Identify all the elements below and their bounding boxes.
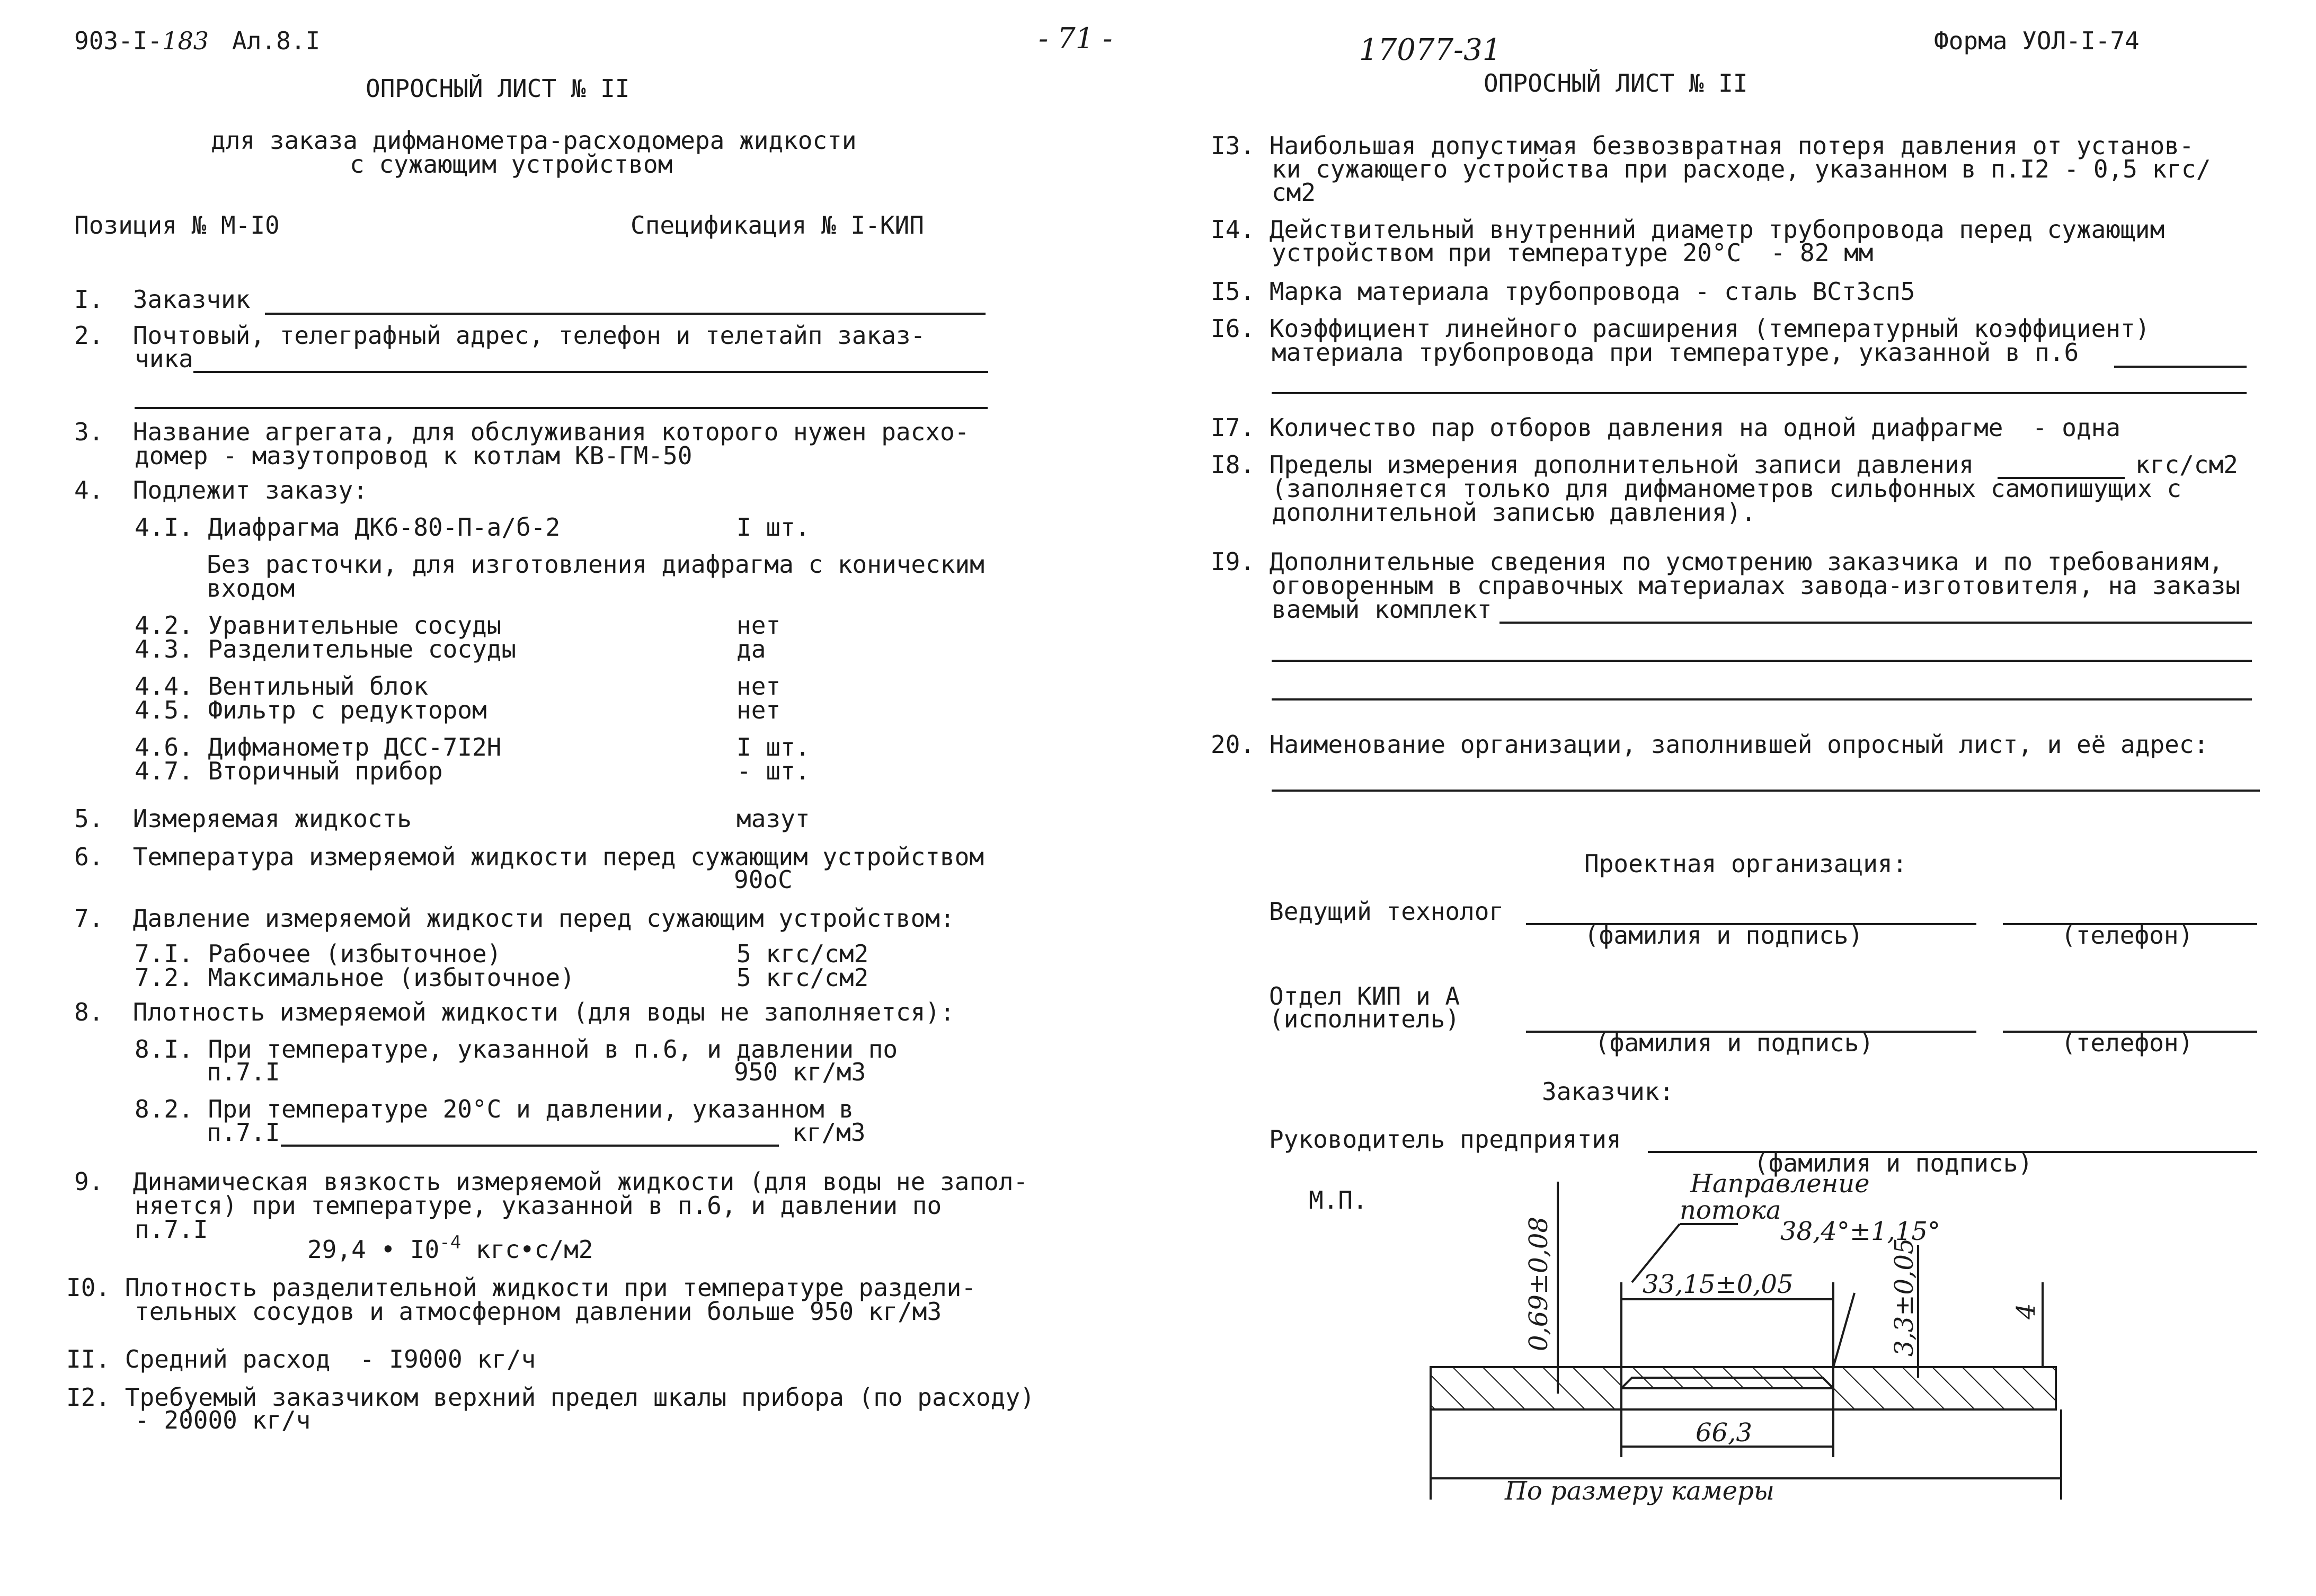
flow-direction-text: Направление (1690, 1169, 1870, 1199)
item-13-line2: ки сужающего устройства при расходе, указанном в п.I2 - 0,5 кгс/ (1272, 155, 2211, 183)
item-19-blank-3 (1272, 698, 2252, 701)
item-9-value: 29,4 • $I0^{-4}$ кгс•с/м2 (307, 1232, 593, 1264)
handwritten-stamp: 17077-31 (1359, 33, 1502, 67)
item-4-5-label: 4.5. Фильтр с редуктором (135, 696, 487, 724)
flow-direction-text-2: потока (1680, 1195, 1781, 1225)
item-4-3-value: да (736, 635, 766, 663)
item-18-line3: дополнительной записью давления). (1272, 498, 1756, 527)
item-6: 6. Температура измеряемой жидкости перед сужающим устройством (74, 843, 984, 871)
item-18-line1: I8. Пределы измерения дополнительной записи давления (1211, 450, 1974, 479)
item-13-line3: см2 (1272, 178, 1316, 207)
item-4-1-label: 4.I. Диафрагма ДК6-80-П-а/б-2 (135, 513, 561, 542)
item-9-line2: няется) при температуре, указанной в п.6, и давлении по (135, 1191, 942, 1220)
head-label: Руководитель предприятия (1269, 1125, 1621, 1154)
item-18-line2: (заполняется только для дифманометров сильфонных самопишущих с (1272, 474, 2182, 503)
item-7-2-value: 5 кгс/см2 (736, 963, 869, 992)
item-4-1-note1: Без расточки, для изготовления диафрагма с коническим (207, 550, 984, 579)
customer-heading: Заказчик: (1542, 1077, 1674, 1106)
item-8-1-line1: 8.I. При температуре, указанной в п.6, и давлении по (135, 1035, 898, 1063)
four-dimension: 4 (2011, 1303, 2041, 1319)
form-label: Форма УОЛ-I-74 (1934, 26, 2140, 55)
left-subtitle-1: для заказа дифманометра-расходомера жидкости (211, 126, 857, 155)
left-subtitle-2: с сужающим устройством (350, 150, 673, 179)
item-16-blank-2 (1272, 392, 2247, 394)
project-org-heading: Проектная организация: (1584, 849, 1907, 878)
item-19-blank-2 (1272, 660, 2252, 662)
item-10-line2: тельных сосудов и атмосферном давлении больше 950 кг/м3 (135, 1297, 942, 1326)
item-9-line1: 9. Динамическая вязкость измеряемой жидкости (для воды не запол- (74, 1167, 1028, 1196)
item-8: 8. Плотность измеряемой жидкости (для воды не заполняется): (74, 998, 955, 1026)
dept-signature-hint: (фамилия и подпись) (1595, 1028, 1874, 1057)
item-3-line2: домер - мазутопровод к котлам КВ-ГМ-50 (135, 441, 693, 470)
item-4: 4. Подлежит заказу: (74, 476, 368, 504)
item-2-blank (193, 371, 988, 373)
seal-place: М.П. (1309, 1186, 1368, 1214)
item-1: I. Заказчик (74, 285, 251, 314)
item-7: 7. Давление измеряемой жидкости перед сужающим устройством: (74, 904, 955, 933)
dept-phone-hint: (телефон) (2061, 1028, 2194, 1057)
item-19-line3: ваемый комплект (1272, 595, 1492, 624)
item-4-1-value: I шт. (736, 513, 810, 542)
lead-technologist-label: Ведущий технолог (1269, 897, 1504, 926)
item-4-6-value: I шт. (736, 733, 810, 761)
item-6-value: 90оС (734, 865, 793, 894)
item-4-4-label: 4.4. Вентильный блок (135, 672, 428, 701)
dept-label-1: Отдел КИП и А (1269, 982, 1460, 1010)
item-5-value: мазут (736, 804, 810, 833)
phone-hint: (телефон) (2061, 921, 2194, 950)
bore-dimension: 66,3 (1696, 1418, 1752, 1448)
item-15: I5. Марка материала трубопровода - сталь ВСт3сп5 (1211, 277, 1915, 306)
item-19-line1: I9. Дополнительные сведения по усмотрению заказчика и по требованиям, (1211, 547, 2223, 576)
item-16-line1: I6. Коэффициент линейного расширения (температурный коэффициент) (1211, 314, 2150, 343)
item-14-line2: устройством при температуре 20°С - 82 мм (1272, 238, 1874, 267)
item-16-blank (2114, 366, 2247, 368)
item-8-2-blank (281, 1145, 779, 1147)
item-7-1-label: 7.I. Рабочее (избыточное) (135, 939, 502, 968)
item-19-line2: оговоренным в справочных материалах завода-изготовителя, на заказы (1272, 571, 2240, 600)
item-7-2-label: 7.2. Максимальное (избыточное) (135, 963, 575, 992)
spec-label: Спецификация № I-КИП (631, 211, 924, 240)
bore-cutout (1621, 1388, 1833, 1409)
item-17: I7. Количество пар отборов давления на одной диафрагме - одна (1211, 413, 2121, 442)
item-8-2-line2: п.7.I (207, 1118, 280, 1147)
item-4-7-label: 4.7. Вторичный прибор (135, 757, 443, 785)
item-4-5-value: нет (736, 696, 781, 724)
page-number: - 71 - (1039, 22, 1113, 55)
album-code: Ал.8.I (232, 26, 321, 55)
item-2-line2: чика (135, 344, 193, 373)
item-2-blank-2 (135, 407, 988, 409)
right-title: ОПРОСНЫЙ ЛИСТ № II (1484, 69, 1748, 97)
orifice-drawing (1335, 1160, 2289, 1531)
item-1-blank (265, 313, 986, 315)
item-3-line1: 3. Название агрегата, для обслуживания которого нужен расхо- (74, 418, 970, 446)
item-13-line1: I3. Наибольшая допустимая безвозвратная потеря давления от установ- (1211, 131, 2194, 160)
item-4-2-value: нет (736, 611, 781, 640)
thickness-dimension: 0,69±0,08 (1524, 1217, 1554, 1351)
doc-code: 903-I-183 (74, 26, 209, 55)
item-20: 20. Наименование организации, заполнившей опросный лист, и её адрес: (1211, 730, 2209, 759)
chamfer-dimension: 3,3±0,05 (1889, 1238, 1919, 1356)
item-4-1-note2: входом (207, 574, 295, 602)
item-8-2-line1: 8.2. При температуре 20°С и давлении, указанном в (135, 1095, 854, 1123)
diameter-dimension: 33,15±0,05 (1643, 1270, 1794, 1299)
dept-label-2: (исполнитель) (1269, 1005, 1460, 1033)
item-12-line2: - 20000 кг/ч (135, 1406, 311, 1434)
item-4-3-label: 4.3. Разделительные сосуды (135, 635, 517, 663)
item-8-2-unit: кг/м3 (792, 1118, 866, 1147)
item-12-line1: I2. Требуемый заказчиком верхний предел шкалы прибора (по расходу) (66, 1383, 1035, 1412)
item-18-unit: кгс/см2 (2135, 450, 2238, 479)
item-4-2-label: 4.2. Уравнительные сосуды (135, 611, 502, 640)
item-14-line1: I4. Действительный внутренний диаметр трубопровода перед сужающим (1211, 215, 2165, 244)
drawing-caption: По размеру камеры (1505, 1476, 1774, 1506)
angle-dimension: 38,4°±1,15° (1780, 1217, 1940, 1246)
signature-hint: (фамилия и подпись) (1584, 921, 1864, 950)
item-4-6-label: 4.6. Дифманометр ДСС-7I2Н (135, 733, 502, 761)
item-8-1-line2: п.7.I (207, 1058, 280, 1086)
item-5-label: 5. Измеряемая жидкость (74, 804, 412, 833)
item-16-line2: материала трубопровода при температуре, указанной в п.6 (1272, 338, 2079, 367)
item-11: II. Средний расход - I9000 кг/ч (66, 1345, 536, 1373)
left-title: ОПРОСНЫЙ ЛИСТ № II (366, 74, 630, 103)
item-7-1-value: 5 кгс/см2 (736, 939, 869, 968)
item-10-line1: I0. Плотность разделительной жидкости при температуре раздели- (66, 1273, 977, 1302)
item-20-blank (1272, 790, 2260, 792)
item-8-1-value: 950 кг/м3 (734, 1058, 866, 1086)
item-9-line3: п.7.I (135, 1215, 208, 1244)
item-2-line1: 2. Почтовый, телеграфный адрес, телефон и телетайп заказ- (74, 321, 926, 350)
head-signature-hint: (фамилия и подпись) (1754, 1149, 2033, 1177)
item-4-7-value: - шт. (736, 757, 810, 785)
item-4-4-value: нет (736, 672, 781, 701)
item-19-blank (1499, 622, 2252, 624)
position-label: Позиция № М-I0 (74, 211, 280, 240)
